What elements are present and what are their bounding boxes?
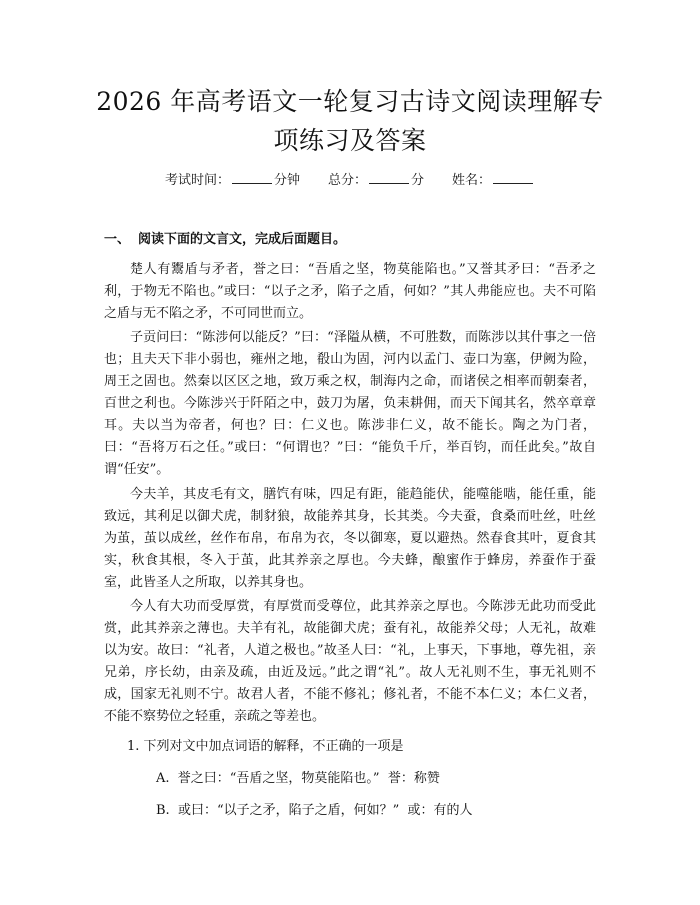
question-stem: 1. 下列对文中加点词语的解释，不正确的一项是 bbox=[127, 739, 404, 754]
time-unit: 分钟 bbox=[273, 173, 300, 188]
passage-paragraph-3: 今夫羊，其皮毛有文，膳饩有味，四足有距，能趋能伏，能噬能啮，能任重，能致远，其利足以御犬虎，制豺狼，故能养其身，长其类。今夫蚕，食桑而吐丝，吐丝为茧，茧以成丝，丝作布帛，布帛为衣，冬以御寒，夏以避热。然春食其叶，夏食其实，秋食其根，冬入于茧，此其养亲之厚也。今夫蜂，酿蜜作于蜂房，养蚕作于蚕室，此皆圣人之所取，以养其身也。 bbox=[104, 487, 596, 590]
time-blank bbox=[232, 170, 272, 184]
passage-paragraph-4: 今人有大功而受厚赏，有厚赏而受尊位，此其养亲之厚也。今陈涉无此功而受此赏，此其养亲之薄也。夫羊有礼，故能御犬虎；蚕有礼，故能养父母；人无礼，故难以为安。故曰：“礼者，人道之极也。”故圣人曰：“礼，上事天，下事地，尊先祖，亲兄弟，序长幼，由亲及疏，由近及远。”此之谓“礼”。故人无礼则不生，事无礼则不成，国家无礼则不宁。故君人者，不能不修礼；修礼者，不能不本仁义；本仁义者，不能不察势位之轻重，亲疏之等差也。 bbox=[104, 599, 596, 724]
option-a: A. 誉之曰：“吾盾之坚，物莫能陷也。” 誉：称赞 bbox=[156, 771, 440, 786]
section-heading-text: 阅读下面的文言文，完成后面题目。 bbox=[138, 232, 347, 247]
name-label: 姓名： bbox=[452, 173, 492, 188]
passage-paragraph-1: 楚人有鬻盾与矛者，誉之曰：“吾盾之坚，物莫能陷也。”又誉其矛曰：“吾矛之利，于物无不陷也。”或曰：“以子之矛，陷子之盾，何如？”其人弗能应也。夫不可陷之盾与无不陷之矛，不可同世而立。 bbox=[104, 262, 596, 321]
document-title bbox=[70, 82, 630, 160]
name-blank bbox=[493, 170, 533, 184]
section-number: 一、 bbox=[104, 232, 131, 247]
title-line-2: 项练习及答案 bbox=[273, 126, 427, 155]
exam-info bbox=[0, 170, 700, 190]
score-label: 总分： bbox=[327, 173, 367, 188]
passage-paragraph-2: 子贡问曰：“陈涉何以能反？”曰：“泽隘从横，不可胜数，而陈涉以其什事之一倍也；且夫天下非小弱也，雍州之地，殽山为固，河内以孟门、壶口为塞，伊阙为险，周王之固也。然秦以区区之地，致万乘之权，制海内之命，而诸侯之相率而朝秦者，百世之利也。今陈涉兴于阡陌之中，鼓刀为屠，负耒耕佣，而天下闻其名，然卒章章耳。夫以当为帝者，何也？曰：仁义也。陈涉非仁义，故不能长。陶之为门者，曰：“吾将万石之任。”或曰：“何谓也？”曰：“能负千斤，举百钧，而任此矣。”故自谓“任安”。 bbox=[104, 330, 596, 477]
score-blank bbox=[369, 170, 409, 184]
section-heading bbox=[104, 231, 346, 249]
score-unit: 分 bbox=[411, 173, 425, 188]
title-line-1: 2026 年高考语文一轮复习古诗文阅读理解专 bbox=[96, 87, 604, 116]
option-b: B. 或曰：“以子之矛，陷子之盾，何如？” 或：有的人 bbox=[156, 803, 473, 818]
time-label: 考试时间： bbox=[164, 173, 230, 188]
